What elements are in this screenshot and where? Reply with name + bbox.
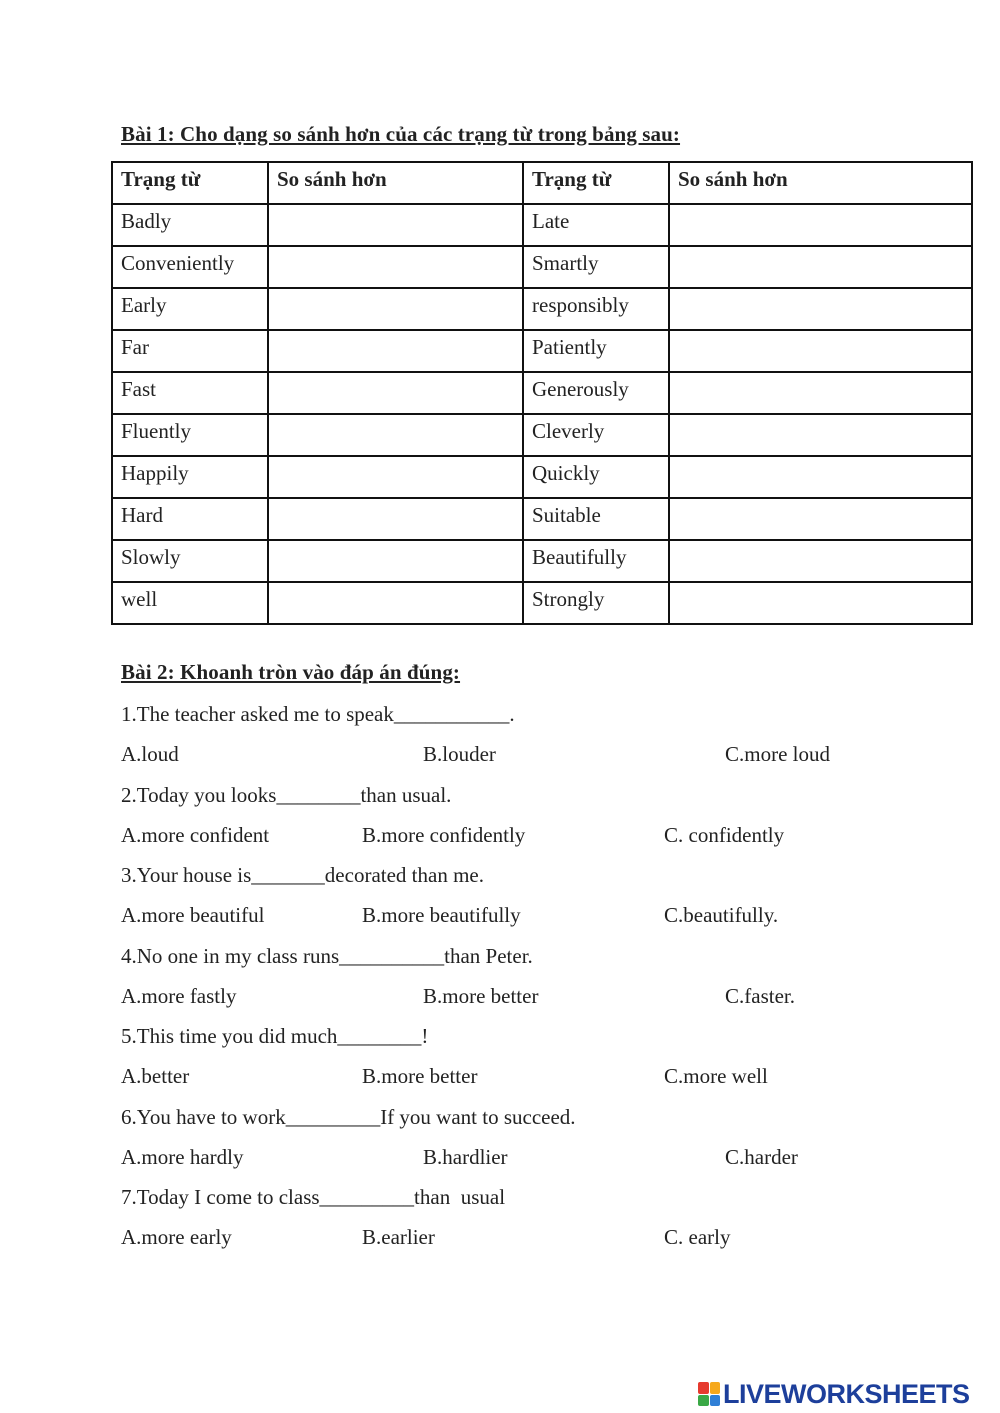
answer-cell[interactable]	[268, 540, 523, 582]
answer-option[interactable]: B.more beautifully	[362, 903, 521, 927]
table-row	[112, 498, 972, 540]
exercise-2-title: Bài 2: Khoanh tròn vào đáp án đúng:	[121, 660, 461, 684]
adverb-cell: Early	[112, 288, 268, 330]
answer-option[interactable]: A.more hardly	[121, 1144, 244, 1169]
answer-cell[interactable]	[268, 288, 523, 330]
answer-cell[interactable]	[669, 372, 972, 414]
adverb-cell: Happily	[112, 456, 268, 498]
table-row	[112, 414, 972, 456]
answer-cell[interactable]	[669, 204, 972, 246]
answer-cell[interactable]	[669, 456, 972, 498]
answer-option[interactable]: A.loud	[121, 742, 179, 766]
answer-option[interactable]: B.more better	[362, 1064, 478, 1088]
answer-option[interactable]: A.better	[121, 1064, 190, 1088]
adverb-cell: Cleverly	[523, 414, 669, 456]
answer-cell[interactable]	[669, 330, 972, 372]
liveworksheets-logo	[698, 1378, 970, 1410]
answer-cell[interactable]	[669, 582, 972, 624]
adverb-cell: Generously	[523, 372, 669, 414]
adverb-cell: Badly	[112, 204, 268, 246]
adverb-cell: Late	[523, 204, 669, 246]
header-adverb-1: Trạng từ	[112, 162, 268, 204]
adverb-cell: Slowly	[112, 540, 268, 582]
answer-cell[interactable]	[268, 498, 523, 540]
adverb-cell: Suitable	[523, 498, 669, 540]
question-text: 2.Today you looks________than usual.	[121, 782, 452, 807]
header-comparative-1: So sánh hơn	[268, 162, 523, 204]
answer-cell[interactable]	[669, 246, 972, 288]
answer-option[interactable]: C. confidently	[664, 822, 785, 847]
answer-cell[interactable]	[268, 456, 523, 498]
table-row	[112, 372, 972, 414]
answer-option[interactable]: B.more confidently	[362, 822, 526, 847]
exercise-1-title: Bài 1: Cho dạng so sánh hơn của các trạng từ trong bảng sau:	[121, 122, 681, 146]
header-comparative-2: So sánh hơn	[669, 162, 972, 204]
adverb-cell: Smartly	[523, 246, 669, 288]
answer-option[interactable]: C.more well	[664, 1064, 768, 1088]
answer-cell[interactable]	[268, 372, 523, 414]
answer-cell[interactable]	[268, 582, 523, 624]
answer-option[interactable]: C.harder	[725, 1144, 798, 1169]
table-header-row	[112, 162, 972, 204]
answer-option[interactable]: A.more beautiful	[121, 903, 265, 927]
adverb-cell: responsibly	[523, 288, 669, 330]
adverb-cell: Strongly	[523, 582, 669, 624]
adverb-cell: Beautifully	[523, 540, 669, 582]
answer-option[interactable]: A.more fastly	[121, 983, 237, 1008]
question-text: 3.Your house is_______decorated than me.	[121, 863, 484, 887]
answer-cell[interactable]	[268, 246, 523, 288]
table-row	[112, 456, 972, 498]
table-row	[112, 582, 972, 624]
adverb-cell: Far	[112, 330, 268, 372]
answer-option[interactable]: C.more loud	[725, 742, 830, 766]
answer-cell[interactable]	[669, 288, 972, 330]
answer-option[interactable]: B.more better	[423, 983, 539, 1008]
adverb-comparison-table	[111, 161, 973, 625]
adverb-cell: Quickly	[523, 456, 669, 498]
answer-cell[interactable]	[669, 414, 972, 456]
answer-option[interactable]: C.beautifully.	[664, 903, 779, 927]
table-row	[112, 330, 972, 372]
answer-option[interactable]: A.more early	[121, 1225, 232, 1249]
answer-cell[interactable]	[268, 414, 523, 456]
answer-cell[interactable]	[268, 204, 523, 246]
table-row	[112, 204, 972, 246]
answer-cell[interactable]	[669, 540, 972, 582]
adverb-cell: Fluently	[112, 414, 268, 456]
answer-cell[interactable]	[268, 330, 523, 372]
answer-option[interactable]: A.more confident	[121, 822, 270, 847]
answer-cell[interactable]	[669, 498, 972, 540]
answer-option[interactable]: C.faster.	[725, 983, 795, 1008]
header-adverb-2: Trạng từ	[523, 162, 669, 204]
answer-option[interactable]: B.earlier	[362, 1225, 435, 1249]
adverb-cell: Patiently	[523, 330, 669, 372]
adverb-cell: Hard	[112, 498, 268, 540]
answer-option[interactable]: B.hardlier	[423, 1144, 508, 1169]
table-row	[112, 540, 972, 582]
table-row	[112, 288, 972, 330]
liveworksheets-logo-icon	[698, 1382, 720, 1406]
answer-option[interactable]: B.louder	[423, 742, 496, 766]
question-text: 7.Today I come to class_________than usual	[121, 1185, 506, 1209]
question-text: 5.This time you did much________!	[121, 1024, 429, 1048]
question-text: 6.You have to work_________If you want to succeed.	[121, 1104, 576, 1129]
answer-option[interactable]: C. early	[664, 1225, 731, 1249]
adverb-cell: Fast	[112, 372, 268, 414]
question-text: 4.No one in my class runs__________than Peter.	[121, 943, 533, 968]
adverb-cell: Conveniently	[112, 246, 268, 288]
adverb-cell: well	[112, 582, 268, 624]
table-row	[112, 246, 972, 288]
logo-text: LIVEWORKSHEETS	[723, 1378, 970, 1409]
question-text: 1.The teacher asked me to speak___________.	[121, 702, 515, 726]
